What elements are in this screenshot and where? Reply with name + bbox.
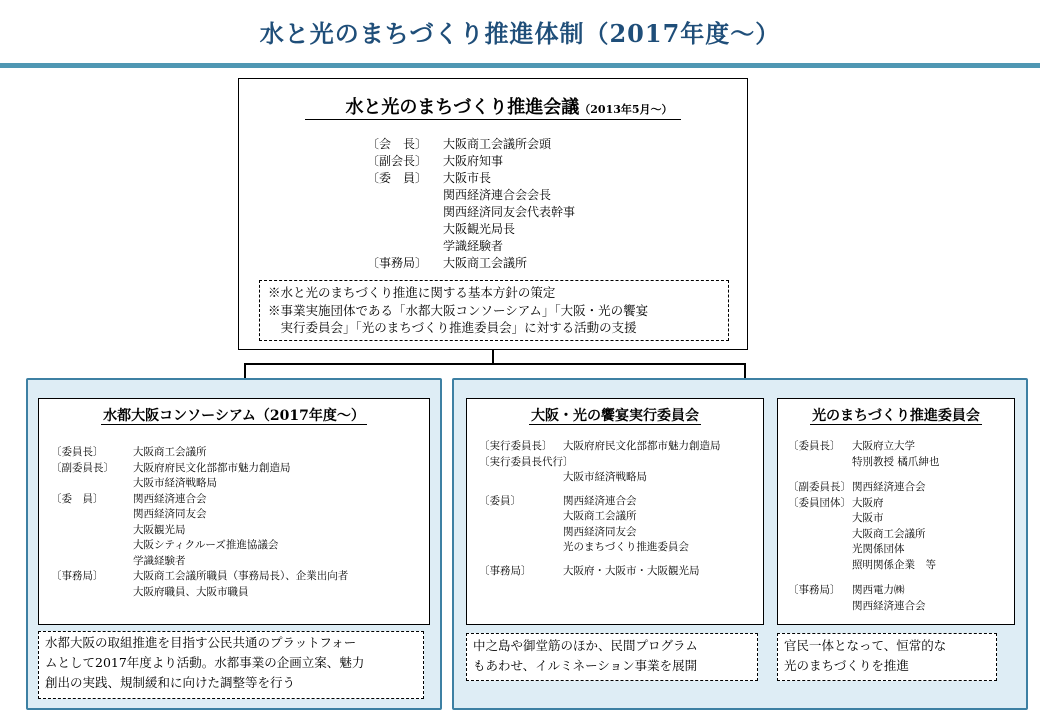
member-name: 大阪府府民文化部都市魅力創造局 [563, 440, 721, 452]
member-row [51, 538, 348, 554]
member-role: 〔委 員〕 [51, 492, 104, 505]
note-line: もあわせ、イルミネーション事業を展開 [473, 658, 698, 673]
consortium-title-text: 水都大阪コンソーシアム（2017年度～） [103, 408, 365, 424]
connector-horizontal [244, 363, 746, 365]
note-line: 水都大阪の取組推進を目指す公民共通のプラットフォー [45, 635, 357, 650]
member-role: 〔委員団体〕 [788, 496, 851, 509]
member-row [788, 583, 939, 599]
member-role: 〔副委員長〕 [51, 461, 114, 474]
member-name: 大阪商工会議所 [133, 446, 207, 458]
lighting-title [778, 405, 1014, 425]
member-row [788, 439, 939, 455]
member-row [479, 470, 721, 486]
member-row [51, 523, 348, 539]
member-row [367, 221, 575, 238]
member-name: 学識経験者 [443, 239, 504, 253]
member-role: 〔実行委員長〕 [479, 440, 553, 452]
council-box [238, 78, 748, 350]
member-row [788, 480, 939, 496]
member-name: 大阪市経済戦略局 [563, 471, 647, 483]
member-row [51, 554, 348, 570]
note-line: 中之島や御堂筋のほか、民間プログラム [473, 638, 698, 653]
member-name: 大阪市長 [443, 171, 492, 185]
note-line: 実行委員会」「光のまちづくり推進委員会」に対する活動の支援 [268, 320, 637, 335]
member-row [51, 476, 348, 492]
banquet-title [467, 405, 763, 425]
consortium-title [39, 405, 429, 425]
member-row [479, 540, 721, 556]
member-name: 大阪商工会議所 [563, 510, 637, 522]
member-row [367, 170, 575, 187]
note-line: 創出の実践、規制緩和に向けた調整等を行う [45, 675, 296, 690]
member-row [51, 585, 348, 601]
member-name: 関西経済同友会 [563, 525, 637, 538]
member-row [367, 136, 575, 153]
member-name: 大阪府立大学 [852, 440, 915, 452]
member-row [51, 507, 348, 523]
lighting-committee-box [777, 398, 1015, 625]
member-row [367, 187, 575, 204]
member-row [479, 509, 721, 525]
council-title-sub: （2013年5月～） [579, 103, 673, 116]
member-name: 大阪市 [852, 512, 884, 524]
consortium-box [38, 398, 430, 625]
member-row [479, 494, 721, 510]
member-role: 〔委員長〕 [788, 440, 841, 452]
member-role: 〔会 長〕 [367, 137, 428, 151]
member-name: 関西経済連合会 [852, 599, 926, 612]
banquet-committee-box [466, 398, 764, 625]
member-name: 関西経済連合会 [852, 481, 926, 493]
member-row [51, 569, 348, 585]
council-title [239, 93, 747, 119]
member-name: 学識経験者 [133, 554, 186, 567]
note-line: 光のまちづくりを推進 [784, 658, 909, 673]
member-role: 〔事務局〕 [788, 584, 841, 596]
member-role: 〔委員〕 [479, 494, 521, 507]
member-row [788, 496, 939, 512]
banquet-members [479, 439, 721, 579]
member-name: 大阪シティクルーズ推進協議会 [133, 539, 279, 551]
member-name: 大阪府府民文化部都市魅力創造局 [133, 461, 291, 474]
member-row [788, 599, 939, 615]
banquet-note [466, 633, 758, 681]
member-name: 大阪市経済戦略局 [133, 477, 217, 489]
member-row [367, 153, 575, 170]
member-name: 関西経済同友会代表幹事 [443, 205, 576, 219]
member-row [367, 238, 575, 255]
member-row [788, 527, 939, 543]
note-line: 官民一体となって、恒常的な [784, 638, 947, 653]
member-name: 光関係団体 [852, 543, 905, 555]
member-role: 〔委 員〕 [367, 171, 428, 185]
council-notes [259, 280, 729, 341]
member-name: 特別教授 橘爪紳也 [852, 455, 940, 468]
member-name: 大阪観光局長 [443, 222, 516, 236]
member-row [788, 511, 939, 527]
member-row [788, 558, 939, 574]
member-name: 関西経済連合会 [133, 492, 207, 505]
member-name: 大阪府知事 [443, 154, 504, 168]
member-name: 関西電力㈱ [852, 584, 905, 596]
member-row [51, 461, 348, 477]
member-name: 大阪商工会議所職員（事務局長）、企業出向者 [133, 570, 349, 582]
member-name: 大阪商工会議所 [443, 256, 528, 270]
banquet-title-text: 大阪・光の饗宴実行委員会 [531, 408, 699, 424]
member-name: 大阪府 [852, 496, 884, 509]
note-line: ムとして2017年度より活動。水都事業の企画立案、魅力 [45, 655, 365, 670]
note-line: ※水と光のまちづくり推進に関する基本方針の策定 [268, 285, 556, 300]
member-role: 〔事務局〕 [367, 256, 428, 270]
lighting-note [777, 633, 997, 681]
member-name: 光のまちづくり推進委員会 [563, 541, 689, 553]
member-role: 〔委員長〕 [51, 446, 104, 458]
member-role: 〔事務局〕 [479, 564, 532, 577]
member-row [51, 445, 348, 461]
member-name: 大阪商工会議所会頭 [443, 137, 552, 151]
member-name: 大阪府職員、大阪市職員 [133, 585, 249, 598]
member-role: 〔実行委員長代行〕 [479, 455, 574, 468]
member-role: 〔事務局〕 [51, 570, 104, 582]
council-members [367, 136, 575, 272]
member-row [367, 204, 575, 221]
member-row [479, 564, 721, 580]
consortium-members [51, 445, 348, 600]
member-row [479, 455, 721, 471]
member-row [479, 439, 721, 455]
page-title: 水と光のまちづくり推進体制（2017年度～） [259, 19, 781, 48]
member-name: 大阪商工会議所 [852, 527, 926, 540]
member-role: 〔副会長〕 [367, 154, 428, 168]
lighting-members [788, 439, 939, 614]
member-name: 関西経済連合会会長 [443, 188, 552, 202]
member-row [788, 542, 939, 558]
member-row [367, 255, 575, 272]
member-role: 〔副委員長〕 [788, 481, 851, 493]
member-row [479, 525, 721, 541]
member-row [788, 455, 939, 471]
member-row [51, 492, 348, 508]
note-line: ※事業実施団体である「水都大阪コンソーシアム」「大阪・光の饗宴 [268, 302, 649, 318]
member-name: 大阪府・大阪市・大阪観光局 [563, 564, 700, 577]
member-name: 関西経済同友会 [133, 508, 207, 520]
member-name: 関西経済連合会 [563, 494, 637, 507]
consortium-note [38, 631, 424, 699]
council-title-text: 水と光のまちづくり推進会議 [345, 97, 580, 118]
connector-vertical-main [492, 350, 494, 364]
member-name: 照明関係企業 等 [852, 558, 936, 571]
member-name: 大阪観光局 [133, 523, 186, 536]
lighting-title-text: 光のまちづくり推進委員会 [812, 408, 980, 424]
title-rule [0, 63, 1040, 68]
